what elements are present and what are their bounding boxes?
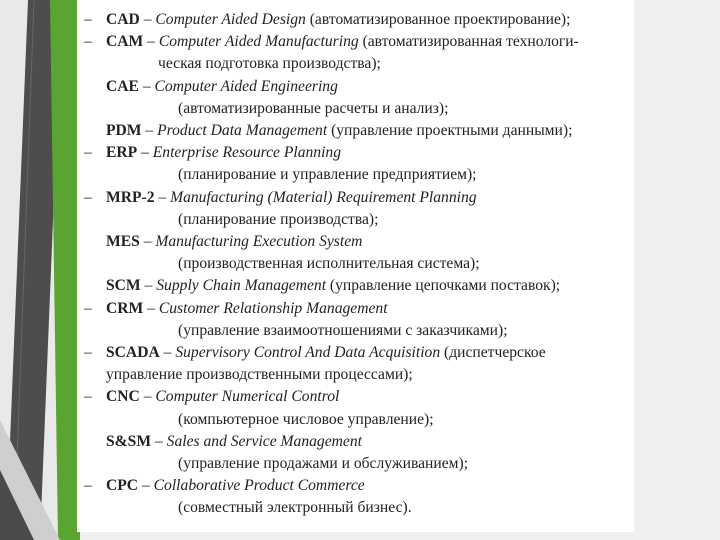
- item-abbreviation: CAE: [106, 77, 139, 95]
- item-full-name: Enterprise Resource Planning: [152, 144, 342, 162]
- item-abbreviation: S&SM: [106, 432, 152, 450]
- item-separator: –: [138, 77, 155, 95]
- item-separator: –: [159, 344, 176, 362]
- item-description: (автоматизированное проектирование);: [305, 11, 571, 28]
- item-full-name: Product Data Management: [157, 122, 328, 140]
- item-abbreviation: CPC: [106, 477, 139, 495]
- item-full-name: Sales and Service Management: [166, 432, 362, 450]
- list-item: [77, 231, 634, 275]
- item-line: [106, 298, 634, 320]
- list-item: [77, 142, 634, 186]
- list-item: [77, 31, 634, 75]
- item-separator: –: [140, 277, 157, 295]
- item-line: [106, 231, 634, 253]
- item-description: (управление цепочками поставок);: [326, 277, 561, 295]
- item-full-name: Supervisory Control And Data Acquisition: [175, 344, 441, 362]
- item-description-2: (планирование производства);: [178, 210, 379, 228]
- item-line: [106, 120, 634, 142]
- item-separator: –: [137, 144, 153, 162]
- item-full-name: Collaborative Product Commerce: [153, 477, 365, 495]
- list-item: [77, 342, 634, 386]
- item-abbreviation: SCADA: [106, 344, 160, 362]
- item-line: [106, 31, 634, 53]
- item-separator: –: [139, 233, 156, 251]
- item-abbreviation: ERP: [106, 144, 138, 162]
- item-full-name: Computer Aided Design: [155, 11, 306, 28]
- item-abbreviation: CAD: [106, 11, 140, 28]
- item-full-name: Supply Chain Management: [156, 277, 327, 295]
- item-separator: –: [151, 432, 167, 450]
- item-dash: –: [84, 11, 92, 28]
- slide-decoration: [0, 0, 80, 540]
- list-item: [77, 9, 634, 31]
- item-separator: –: [141, 122, 158, 140]
- item-line: [106, 431, 634, 453]
- item-abbreviation: CRM: [106, 299, 144, 317]
- item-description-continuation: [106, 209, 634, 231]
- item-dash: –: [84, 144, 92, 162]
- item-abbreviation: CNC: [106, 388, 140, 406]
- list-item: [77, 475, 634, 519]
- item-line: [106, 386, 634, 408]
- item-dash: –: [84, 388, 92, 406]
- item-description-continuation: [106, 453, 634, 475]
- item-line: [106, 475, 634, 497]
- item-dash: –: [84, 299, 92, 317]
- abbreviation-list: [77, 9, 634, 520]
- item-line: [106, 142, 634, 164]
- item-line: [106, 76, 634, 98]
- item-full-name: Manufacturing Execution System: [155, 233, 363, 251]
- item-description-continuation: [106, 164, 634, 186]
- item-full-name: Computer Numerical Control: [155, 388, 340, 406]
- item-line: [106, 187, 634, 209]
- item-description-2: ческая подготовка производства);: [158, 55, 381, 73]
- item-line: [106, 342, 634, 364]
- item-description-continuation: [106, 364, 634, 386]
- item-full-name: Customer Relationship Management: [158, 299, 388, 317]
- item-line: [106, 275, 634, 297]
- item-dash: –: [84, 188, 92, 206]
- item-description-2: (компьютерное числовое управление);: [178, 410, 434, 428]
- item-description: (управление проектными данными);: [327, 122, 573, 140]
- item-separator: –: [139, 388, 156, 406]
- item-separator: –: [143, 299, 159, 317]
- item-abbreviation: PDM: [106, 122, 142, 140]
- item-dash: –: [84, 344, 92, 362]
- item-description-2: (производственная исполнительная система);: [178, 255, 480, 273]
- item-description-2: (совместный электронный бизнес).: [178, 499, 412, 517]
- list-item: [77, 298, 634, 342]
- item-description-continuation: [106, 98, 634, 120]
- list-item: [77, 120, 634, 142]
- item-dash: –: [84, 33, 92, 51]
- item-separator: –: [154, 188, 171, 206]
- item-abbreviation: MES: [106, 233, 140, 251]
- item-description-2: (планирование и управление предприятием);: [178, 166, 477, 184]
- item-dash: –: [84, 477, 92, 495]
- document-sheet: [77, 0, 634, 532]
- item-abbreviation: MRP-2: [106, 188, 155, 206]
- list-item: [77, 76, 634, 120]
- item-full-name: Computer Aided Manufacturing: [158, 33, 359, 51]
- item-description-continuation: [106, 320, 634, 342]
- item-description: (диспетчерское: [440, 344, 546, 362]
- item-description-continuation: [106, 53, 634, 75]
- item-description-2: (автоматизированные расчеты и анализ);: [178, 99, 449, 117]
- item-description-continuation: [106, 497, 634, 519]
- item-abbreviation: SCM: [106, 277, 141, 295]
- item-full-name: Computer Aided Engineering: [154, 77, 338, 95]
- item-description: (автоматизированная технологи-: [358, 33, 579, 51]
- item-separator: –: [143, 33, 159, 51]
- item-line: [106, 9, 634, 31]
- list-item: [77, 187, 634, 231]
- list-item: [77, 275, 634, 297]
- list-item: [77, 431, 634, 475]
- item-description-2: управление производственными процессами);: [106, 366, 413, 384]
- list-item: [77, 386, 634, 430]
- item-separator: –: [139, 11, 156, 28]
- item-full-name: Manufacturing (Material) Requirement Planning: [170, 188, 477, 206]
- item-description-continuation: [106, 253, 634, 275]
- item-description-2: (управление продажами и обслуживанием);: [178, 455, 469, 473]
- item-description-2: (управление взаимоотношениями с заказчиками);: [178, 321, 508, 339]
- item-abbreviation: CAM: [106, 33, 144, 51]
- item-description-continuation: [106, 409, 634, 431]
- item-separator: –: [138, 477, 154, 495]
